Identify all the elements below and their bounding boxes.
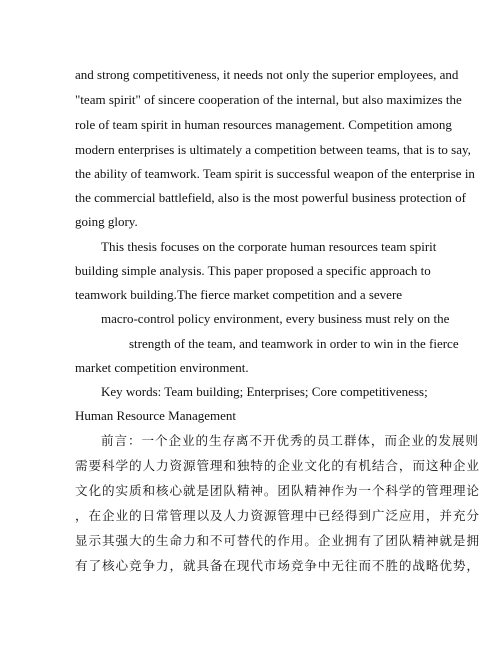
text-line: going glory. [75,214,138,229]
text-line: "team spirit" of sincere cooperation of the internal, but also maximizes the [75,92,462,107]
text-line: the commercial battlefield, also is the most powerful business protection of [75,190,466,205]
chinese-text-line: 显示其强大的生命力和不可替代的作用。企业拥有了团队精神就是拥 [75,533,480,548]
chinese-text-line: 文化的实质和核心就是团队精神。团队精神作为一个科学的管理理论 [75,483,480,498]
chinese-text-line: 有了核心竞争力，就具备在现代市场竞争中无往而不胜的战略优势， [75,558,480,573]
text-line: teamwork building.The fierce market competition and a severe [75,287,403,302]
keywords-line: Key words: Team building; Enterprises; Core competitiveness; [101,384,428,399]
text-line: building simple analysis. This paper proposed a specific approach to [75,263,431,278]
text-line: macro-control policy environment, every business must rely on the [101,311,450,326]
chinese-text-line: ，在企业的日常管理以及人力资源管理中已经得到广泛应用，并充分 [75,508,480,523]
text-line: and strong competitiveness, it needs not only the superior employees, and [75,67,459,82]
keywords-line: Human Resource Management [75,408,237,423]
text-line: This thesis focuses on the corporate human resources team spirit [101,239,437,254]
text-line: modern enterprises is ultimately a competition between teams, that is to say, [75,142,471,157]
chinese-text-line: 需要科学的人力资源管理和独特的企业文化的有机结合，而这种企业 [75,458,480,473]
text-line: market competition environment. [75,360,249,375]
text-line: the ability of teamwork. Team spirit is successful weapon of the enterprise in [75,166,475,181]
chinese-text-line: 前言：一个企业的生存离不开优秀的员工群体，而企业的发展则 [101,433,479,448]
text-line: role of team spirit in human resources management. Competition among [75,117,452,132]
text-line: strength of the team, and teamwork in order to win in the fierce [129,336,459,351]
